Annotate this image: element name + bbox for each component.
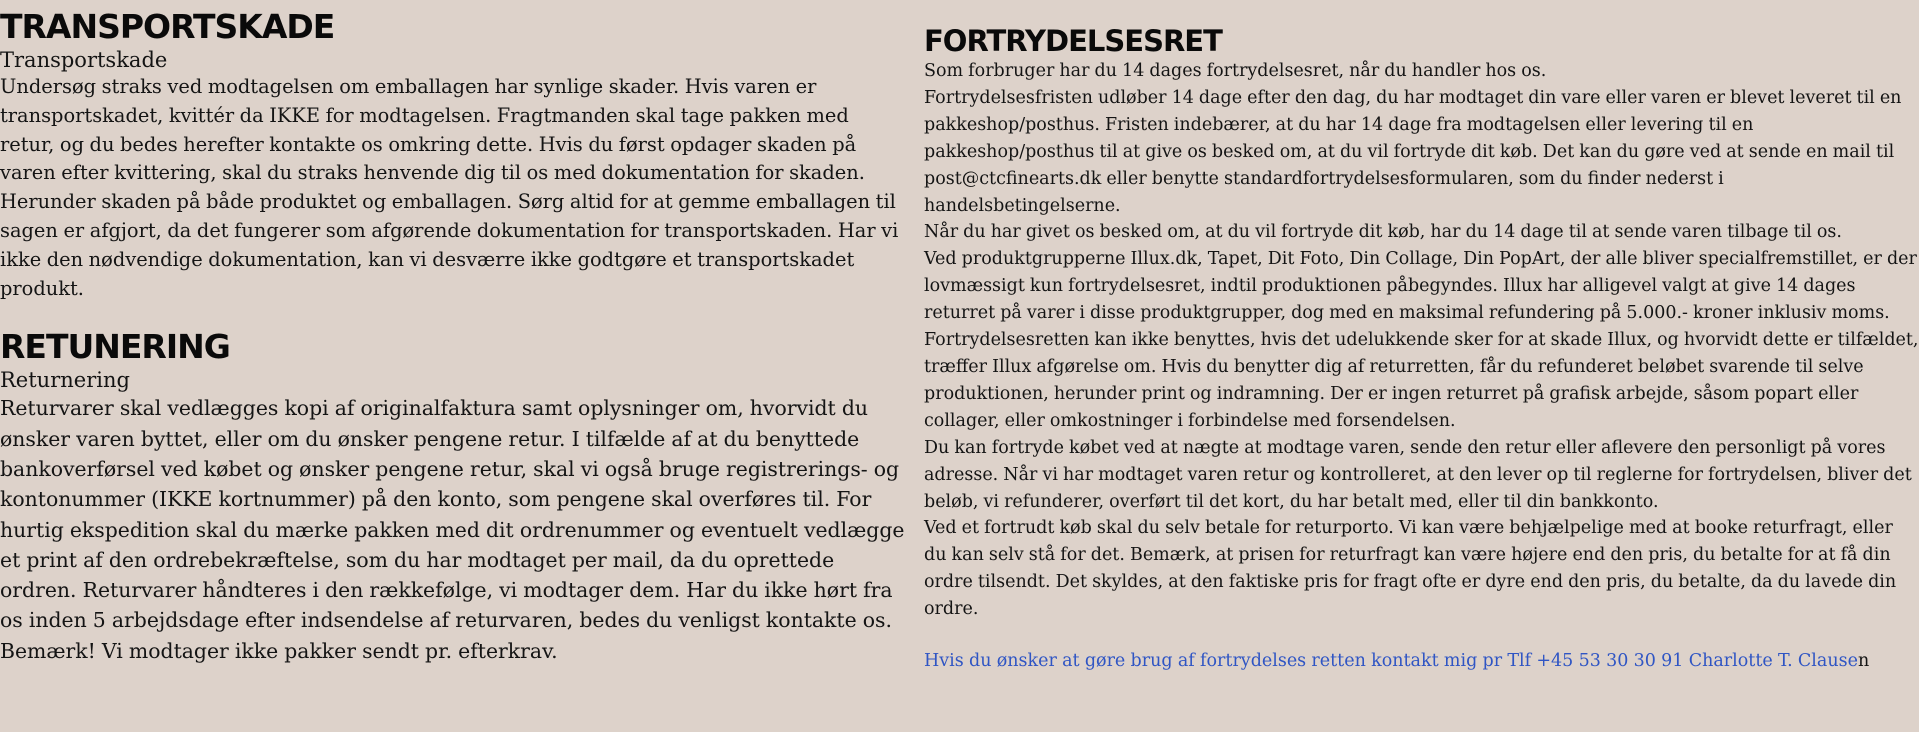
fortryd-paragraph-5: Du kan fortryde købet ved at nægte at modtage varen, sende den retur eller aflevere den personligt på vores adresse. Når vi har modtaget varen retur og kontrolleret, at den lever op til reglerne for fortrydelsen, bliver det beløb, vi refunderer, overført til det kort, du har betalt med, eller til din bankkonto.	[924, 437, 1912, 512]
fortryd-paragraph-6: Ved et fortrudt køb skal du selv betale for returporto. Vi kan være behjælpelige med at booke returfragt, eller du kan selv stå for det. Bemærk, at prisen for returfragt kan være højere end den pris, du betalte for at få din ordre tilsendt. Det skyldes, at den faktiske pris for fragt ofte er dyre end den pris, du betalte, da du lavede din ordre.	[924, 518, 1897, 620]
fortryd-heading: FORTRYDELSESRET	[924, 24, 1222, 58]
left-column	[0, 0, 905, 666]
contact-line	[924, 648, 1919, 675]
retur-subheading: Returnering	[0, 368, 130, 393]
fortryd-paragraph-3: Når du har givet os besked om, at du vil fortryde dit køb, har du 14 dage til at sende varen tilbage til os.	[924, 222, 1842, 243]
transport-subheading: Transportskade	[0, 48, 168, 72]
fortryd-paragraph-1: Som forbruger har du 14 dages fortrydelsesret, når du handler hos os.	[924, 61, 1547, 81]
transport-body: Undersøg straks ved modtagelsen om emballagen har synlige skader. Hvis varen er transportskadet, kvittér da IKKE for modtagelsen. Fragtmanden skal tage pakken med retur, og du bedes herefter kontakte os omkring dette. Hvis du først opdager skaden på varen efter kvittering, skal du straks henvende dig til os med dokumentation for skaden. Herunder skaden på både produktet og emballagen. Sørg altid for at gemme emballagen til sagen er afgjort, da det fungerer som afgørende dokumentation for transportskaden. Har vi ikke den nødvendige dokumentation, kan vi desværre ikke godtgøre et transportskadet produkt.	[0, 75, 899, 300]
retur-body: Returvarer skal vedlægges kopi af originalfaktura samt oplysninger om, hvorvidt du ønsker varen byttet, eller om du ønsker pengene retur. I tilfælde af at du benyttede bankoverførsel ved købet og ønsker pengene retur, skal vi også bruge registrerings- og kontonummer (IKKE kortnummer) på den konto, som pengene skal overføres til. For hurtig ekspedition skal du mærke pakken med dit ordrenummer og eventuelt vedlægge et print af den ordrebekræftelse, som du har modtaget per mail, da du oprettede ordren. Returvarer håndteres i den rækkefølge, vi modtager dem. Har du ikke hørt fra os inden 5 arbejdsdage efter indsendelse af returvaren, bedes du venligst kontakte os.	[0, 396, 905, 633]
fortryd-paragraph-2: Fortrydelsesfristen udløber 14 dage efter den dag, du har modtaget din vare eller varen er blevet leveret til en pakkeshop/posthus. Fristen indebærer, at du har 14 dage fra modtagelsen eller levering til en pakkeshop/posthus til at give os besked om, at du vil fortryde dit køb. Det kan du gøre ved at sende en mail til post@ctcfinearts.dk eller benytte standardfortrydelsesformularen, som du finder nederst i handelsbetingelserne.	[924, 87, 1902, 216]
transport-heading: TRANSPORTSKADE	[0, 7, 335, 46]
retur-note: Bemærk! Vi modtager ikke pakker sendt pr. efterkrav.	[0, 638, 558, 663]
contact-link[interactable]: Hvis du ønsker at gøre brug af fortrydelses retten kontakt mig pr Tlf +45 53 30 30 91 Charlotte T. Clause	[924, 651, 1858, 672]
contact-tail: n	[1857, 651, 1870, 672]
fortryd-paragraph-4: Ved produktgrupperne Illux.dk, Tapet, Dit Foto, Din Collage, Din PopArt, der alle bliver specialfremstillet, er der lovmæssigt kun fortrydelsesret, indtil produktionen påbegyndes. Illux har alligevel valgt at give 14 dages returret på varer i disse produktgrupper, dog med en maksimal refundering på 5.000.- kroner inklusiv moms. Fortrydelsesretten kan ikke benyttes, hvis det udelukkende sker for at skade Illux, og hvorvidt dette er tilfældet, træffer Illux afgørelse om. Hvis du benytter dig af returretten, får du refunderet beløbet svarende til selve produktionen, herunder print og indramning. Der er ingen returret på grafisk arbejde, såsom popart eller collager, eller omkostninger i forbindelse med forsendelsen.	[924, 249, 1919, 431]
retur-heading: RETUNERING	[0, 327, 230, 367]
right-column	[924, 0, 1919, 675]
